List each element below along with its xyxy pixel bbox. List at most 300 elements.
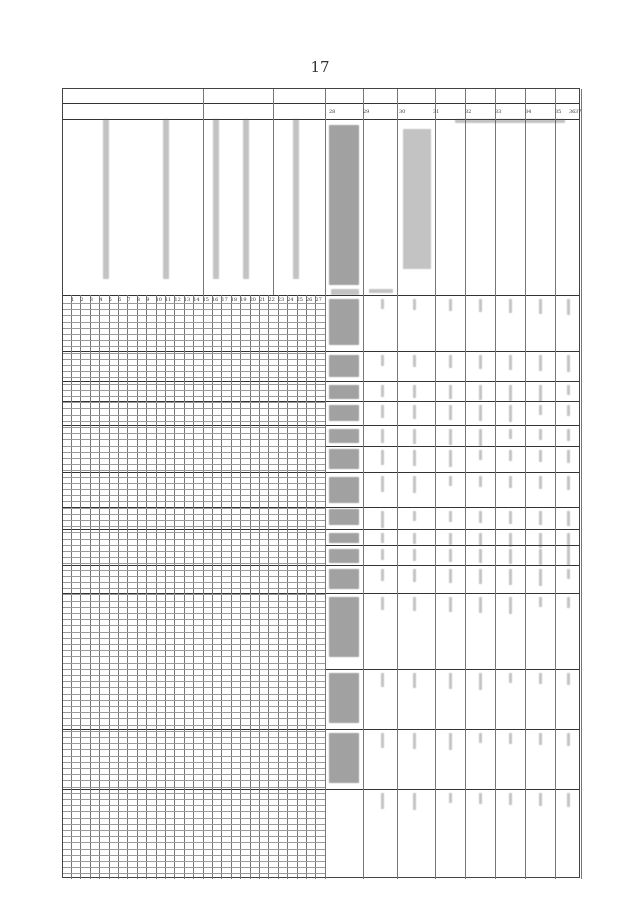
grid-col-line xyxy=(127,295,131,879)
grid-row-line xyxy=(63,718,325,719)
cell-text xyxy=(329,569,359,589)
grid-row-line xyxy=(63,570,325,571)
grid-row-line xyxy=(63,539,325,540)
numeric-value xyxy=(413,355,416,367)
grid-row-line xyxy=(63,594,325,595)
numeric-value xyxy=(539,597,542,607)
numeric-value xyxy=(479,299,482,312)
row-separator xyxy=(63,789,579,790)
grid-row-line xyxy=(63,867,325,868)
row-separator xyxy=(63,295,579,296)
grid-row-line xyxy=(63,687,325,688)
numeric-value xyxy=(539,450,542,462)
numeric-value xyxy=(381,355,384,366)
cell-text xyxy=(329,549,359,563)
numeric-value xyxy=(413,385,416,398)
numeric-value xyxy=(381,733,384,748)
column-number: 31 xyxy=(433,109,440,115)
grid-row-line xyxy=(63,439,325,440)
grid-row-line xyxy=(63,408,325,409)
grid-row-line xyxy=(63,371,325,372)
numeric-value xyxy=(509,476,512,488)
numeric-value xyxy=(567,569,570,579)
grid-col-line xyxy=(156,295,157,879)
grid-col-line xyxy=(109,295,110,879)
grid-row-line xyxy=(63,681,325,682)
numeric-value xyxy=(539,405,542,415)
grid-row-line xyxy=(63,805,325,806)
numeric-value xyxy=(381,476,384,492)
numeric-value xyxy=(567,673,570,685)
numeric-value xyxy=(479,355,482,369)
row-separator xyxy=(63,565,579,566)
column-number: 36 xyxy=(569,109,576,115)
column-number: 28 xyxy=(329,109,336,115)
grid-col-line xyxy=(137,295,138,879)
grid-row-line xyxy=(63,377,325,378)
column-number: 6 xyxy=(118,297,122,303)
grid-row-line xyxy=(63,768,325,769)
numeric-value xyxy=(381,673,384,687)
numeric-value xyxy=(381,511,384,528)
numeric-value xyxy=(567,450,570,463)
grid-col-line xyxy=(118,295,122,879)
column-number: 5 xyxy=(108,297,112,303)
grid-row-line xyxy=(63,334,325,335)
numeric-value xyxy=(449,429,452,445)
grid-row-line xyxy=(63,427,325,428)
grid-row-line xyxy=(63,638,325,639)
numeric-value xyxy=(479,549,482,563)
header-text xyxy=(163,119,169,279)
numeric-value xyxy=(449,450,452,467)
cell-text xyxy=(329,673,359,723)
row-separator xyxy=(63,472,579,473)
grid-row-line xyxy=(63,787,325,788)
grid-row-line xyxy=(63,749,325,750)
main-col-line xyxy=(363,89,364,879)
numeric-value xyxy=(413,569,416,582)
grid-col-line xyxy=(193,295,194,879)
grid-col-line xyxy=(71,295,75,879)
grid-row-line xyxy=(63,824,325,825)
numeric-value xyxy=(413,405,416,419)
grid-row-line xyxy=(63,415,325,416)
page-number: 17 xyxy=(310,58,330,76)
column-number: 23 xyxy=(277,297,285,303)
grid-row-line xyxy=(63,353,325,354)
header-text xyxy=(403,129,431,269)
grid-row-line xyxy=(63,551,325,552)
grid-row-line xyxy=(63,526,325,527)
numeric-value xyxy=(449,569,452,583)
cell-text xyxy=(329,405,359,421)
header-text xyxy=(103,119,109,279)
grid-row-line xyxy=(63,315,325,316)
numeric-value xyxy=(539,733,542,745)
main-col-line xyxy=(495,89,496,879)
grid-row-line xyxy=(63,632,325,633)
column-number: 11 xyxy=(165,297,172,303)
grid-row-line xyxy=(63,675,325,676)
grid-row-line xyxy=(63,650,325,651)
numeric-value xyxy=(509,511,512,524)
numeric-value xyxy=(449,355,452,368)
numeric-value xyxy=(539,793,542,806)
column-number: 27 xyxy=(315,297,322,303)
grid-row-line xyxy=(63,712,325,713)
grid-row-line xyxy=(63,756,325,757)
grid-row-line xyxy=(63,452,325,453)
grid-col-line xyxy=(184,295,185,879)
grid-col-line xyxy=(297,295,298,879)
numeric-value xyxy=(479,476,482,487)
numeric-value xyxy=(381,385,384,397)
grid-col-line xyxy=(90,295,91,879)
grid-row-line xyxy=(63,601,325,602)
grid-row-line xyxy=(63,694,325,695)
numeric-value xyxy=(413,597,416,611)
column-number: 7 xyxy=(127,297,131,303)
grid-row-line xyxy=(63,390,325,391)
grid-row-line xyxy=(63,774,325,775)
grid-col-line xyxy=(315,295,316,879)
numeric-value xyxy=(509,597,512,614)
cell-text xyxy=(329,597,359,657)
column-number: 24 xyxy=(287,297,294,303)
numeric-value xyxy=(381,405,384,418)
main-col-line xyxy=(435,89,436,879)
grid-col-line xyxy=(231,295,232,879)
grid-row-line xyxy=(63,396,325,397)
grid-row-line xyxy=(63,489,325,490)
numeric-value xyxy=(479,597,482,613)
program-table xyxy=(62,88,580,878)
numeric-value xyxy=(449,405,452,420)
cell-text xyxy=(329,509,359,525)
grid-row-line xyxy=(63,588,325,589)
column-number: 2 xyxy=(80,297,84,303)
grid-row-line xyxy=(63,737,325,738)
grid-row-line xyxy=(63,619,325,620)
numeric-value xyxy=(567,533,570,549)
numeric-value xyxy=(413,429,416,444)
numeric-value xyxy=(381,549,384,560)
numeric-value xyxy=(567,299,570,315)
column-number: 9 xyxy=(146,297,150,303)
main-col-line xyxy=(525,89,526,879)
numeric-value xyxy=(479,405,482,421)
grid-col-line xyxy=(212,295,213,879)
grid-row-line xyxy=(63,477,325,478)
grid-col-line xyxy=(240,295,241,879)
row-separator xyxy=(63,381,579,382)
grid-row-line xyxy=(63,458,325,459)
grid-row-line xyxy=(63,501,325,502)
numeric-value xyxy=(413,299,416,310)
numeric-value xyxy=(449,673,452,689)
column-number: 8 xyxy=(136,297,140,303)
numeric-value xyxy=(509,569,512,585)
grid-row-line xyxy=(63,731,325,732)
row-separator xyxy=(63,425,579,426)
numeric-value xyxy=(413,549,416,561)
grid-row-line xyxy=(63,576,325,577)
cell-text xyxy=(329,429,359,443)
header-col-line xyxy=(203,89,204,295)
grid-row-line xyxy=(63,563,325,564)
column-number: 22 xyxy=(268,297,275,303)
grid-col-line xyxy=(99,295,103,879)
cell-text xyxy=(329,733,359,783)
numeric-value xyxy=(509,299,512,313)
numeric-value xyxy=(413,793,416,810)
grid-row-line xyxy=(63,340,325,341)
grid-row-line xyxy=(63,346,325,347)
numeric-value xyxy=(479,733,482,743)
numeric-value xyxy=(539,533,542,548)
grid-col-line xyxy=(80,295,84,879)
main-col-line xyxy=(465,89,466,879)
grid-row-line xyxy=(63,793,325,794)
numeric-value xyxy=(479,673,482,690)
grid-row-line xyxy=(63,842,325,843)
grid-row-line xyxy=(63,669,325,670)
grid-row-line xyxy=(63,700,325,701)
numeric-value xyxy=(479,385,482,400)
grid-row-line xyxy=(63,644,325,645)
grid-row-line xyxy=(63,464,325,465)
grid-row-line xyxy=(63,359,325,360)
grid-row-line xyxy=(63,818,325,819)
numeric-value xyxy=(449,533,452,545)
numeric-value xyxy=(449,597,452,612)
numeric-value xyxy=(449,793,452,803)
column-number: 37 xyxy=(575,109,582,115)
header-text xyxy=(331,289,359,295)
column-number: 32 xyxy=(465,109,472,115)
numeric-value xyxy=(479,429,482,446)
numeric-value xyxy=(509,385,512,401)
grid-row-line xyxy=(63,446,325,447)
column-number: 10 xyxy=(155,297,162,303)
grid-row-line xyxy=(63,656,325,657)
grid-row-line xyxy=(63,613,325,614)
numeric-value xyxy=(539,673,542,684)
grid-row-line xyxy=(63,470,325,471)
numeric-value xyxy=(509,733,512,744)
numeric-value xyxy=(539,299,542,314)
numeric-value xyxy=(567,429,570,441)
numeric-value xyxy=(413,673,416,688)
grid-row-line xyxy=(63,495,325,496)
grid-row-line xyxy=(63,508,325,509)
header-text xyxy=(213,119,219,279)
grid-row-line xyxy=(63,309,325,310)
column-number: 13 xyxy=(183,297,191,303)
grid-row-line xyxy=(63,433,325,434)
numeric-value xyxy=(539,476,542,489)
grid-row-line xyxy=(63,861,325,862)
numeric-value xyxy=(449,476,452,486)
grid-col-line xyxy=(174,295,175,879)
numeric-value xyxy=(509,533,512,547)
header-text xyxy=(243,119,249,279)
column-number: 33 xyxy=(495,109,502,115)
cell-text xyxy=(329,125,359,285)
grid-row-line xyxy=(63,725,325,726)
numeric-value xyxy=(449,385,452,399)
grid-row-line xyxy=(63,582,325,583)
grid-row-line xyxy=(63,849,325,850)
numeric-value xyxy=(381,450,384,465)
column-number: 17 xyxy=(221,297,228,303)
numeric-value xyxy=(509,673,512,683)
grid-row-line xyxy=(63,836,325,837)
grid-row-line xyxy=(63,545,325,546)
grid-col-line xyxy=(165,295,166,879)
numeric-value xyxy=(413,476,416,493)
header-text xyxy=(369,289,393,293)
numeric-value xyxy=(567,793,570,807)
grid-row-line xyxy=(63,532,325,533)
numeric-value xyxy=(539,569,542,586)
numeric-value xyxy=(381,533,384,543)
grid-row-line xyxy=(63,811,325,812)
numeric-value xyxy=(567,597,570,608)
column-number: 29 xyxy=(363,109,370,115)
cell-text xyxy=(329,299,359,345)
grid-row-line xyxy=(63,625,325,626)
header-text xyxy=(293,119,299,279)
column-number: 30 xyxy=(399,109,406,115)
cell-text xyxy=(329,449,359,469)
numeric-value xyxy=(567,733,570,746)
numeric-value xyxy=(449,299,452,311)
numeric-value xyxy=(539,385,542,402)
grid-col-line xyxy=(278,295,279,879)
grid-row-line xyxy=(63,322,325,323)
column-number: 15 xyxy=(202,297,209,303)
grid-col-line xyxy=(268,295,269,879)
numeric-value xyxy=(381,793,384,809)
numeric-value xyxy=(567,385,570,395)
grid-row-line xyxy=(63,557,325,558)
row-separator xyxy=(63,529,579,530)
column-number: 1 xyxy=(71,297,75,303)
numeric-value xyxy=(567,549,570,566)
numeric-value xyxy=(381,597,384,610)
column-number: 16 xyxy=(212,297,219,303)
column-number: 12 xyxy=(174,297,181,303)
cell-text xyxy=(329,385,359,399)
grid-row-line xyxy=(63,607,325,608)
grid-row-line xyxy=(63,520,325,521)
numeric-value xyxy=(449,549,452,562)
numeric-value xyxy=(567,511,570,526)
numeric-value xyxy=(539,549,542,565)
numeric-value xyxy=(449,511,452,522)
numeric-value xyxy=(509,355,512,370)
numeric-value xyxy=(479,569,482,584)
cell-text xyxy=(329,355,359,377)
column-number: 34 xyxy=(525,109,532,115)
grid-row-line xyxy=(63,303,325,304)
column-number: 20 xyxy=(249,297,256,303)
column-number: 19 xyxy=(240,297,247,303)
numeric-value xyxy=(509,405,512,422)
column-number: 3 xyxy=(89,297,93,303)
grid-row-line xyxy=(63,421,325,422)
grid-row-line xyxy=(63,663,325,664)
numeric-value xyxy=(509,793,512,805)
numeric-value xyxy=(479,533,482,546)
grid-row-line xyxy=(63,483,325,484)
numeric-value xyxy=(479,511,482,523)
grid-row-line xyxy=(63,706,325,707)
header-text xyxy=(455,119,565,123)
grid-row-line xyxy=(63,873,325,874)
numeric-value xyxy=(413,533,416,544)
cell-text xyxy=(329,477,359,503)
numeric-value xyxy=(539,355,542,371)
numeric-value xyxy=(509,450,512,461)
grid-row-line xyxy=(63,365,325,366)
column-number: 35 xyxy=(555,109,562,115)
numeric-value xyxy=(509,549,512,564)
grid-col-line xyxy=(287,295,288,879)
column-number: 21 xyxy=(259,297,266,303)
grid-row-line xyxy=(63,855,325,856)
numeric-value xyxy=(381,429,384,443)
column-number: 18 xyxy=(230,297,238,303)
numeric-value xyxy=(567,405,570,416)
column-number: 25 xyxy=(296,297,303,303)
numeric-value xyxy=(539,429,542,440)
numeric-value xyxy=(381,299,384,309)
grid-row-line xyxy=(63,328,325,329)
numeric-value xyxy=(567,355,570,372)
main-col-line xyxy=(581,89,582,879)
grid-row-line xyxy=(63,743,325,744)
grid-row-line xyxy=(63,762,325,763)
grid-col-line xyxy=(221,295,222,879)
cell-text xyxy=(329,533,359,543)
header-col-line xyxy=(273,89,274,295)
main-col-line xyxy=(325,89,326,879)
grid-col-line xyxy=(203,295,204,879)
grid-row-line xyxy=(63,402,325,403)
numeric-value xyxy=(539,511,542,525)
numeric-value xyxy=(413,733,416,749)
row-separator xyxy=(63,103,579,104)
numeric-value xyxy=(567,476,570,490)
numeric-value xyxy=(413,450,416,466)
column-number: 4 xyxy=(99,297,103,303)
numeric-value xyxy=(479,450,482,460)
numeric-value xyxy=(479,793,482,804)
main-col-line xyxy=(397,89,398,879)
grid-col-line xyxy=(146,295,150,879)
numeric-value xyxy=(509,429,512,439)
grid-row-line xyxy=(63,799,325,800)
numeric-value xyxy=(381,569,384,581)
grid-row-line xyxy=(63,514,325,515)
grid-row-line xyxy=(63,384,325,385)
column-number: 14 xyxy=(193,297,200,303)
numeric-value xyxy=(449,733,452,750)
grid-col-line xyxy=(306,295,307,879)
